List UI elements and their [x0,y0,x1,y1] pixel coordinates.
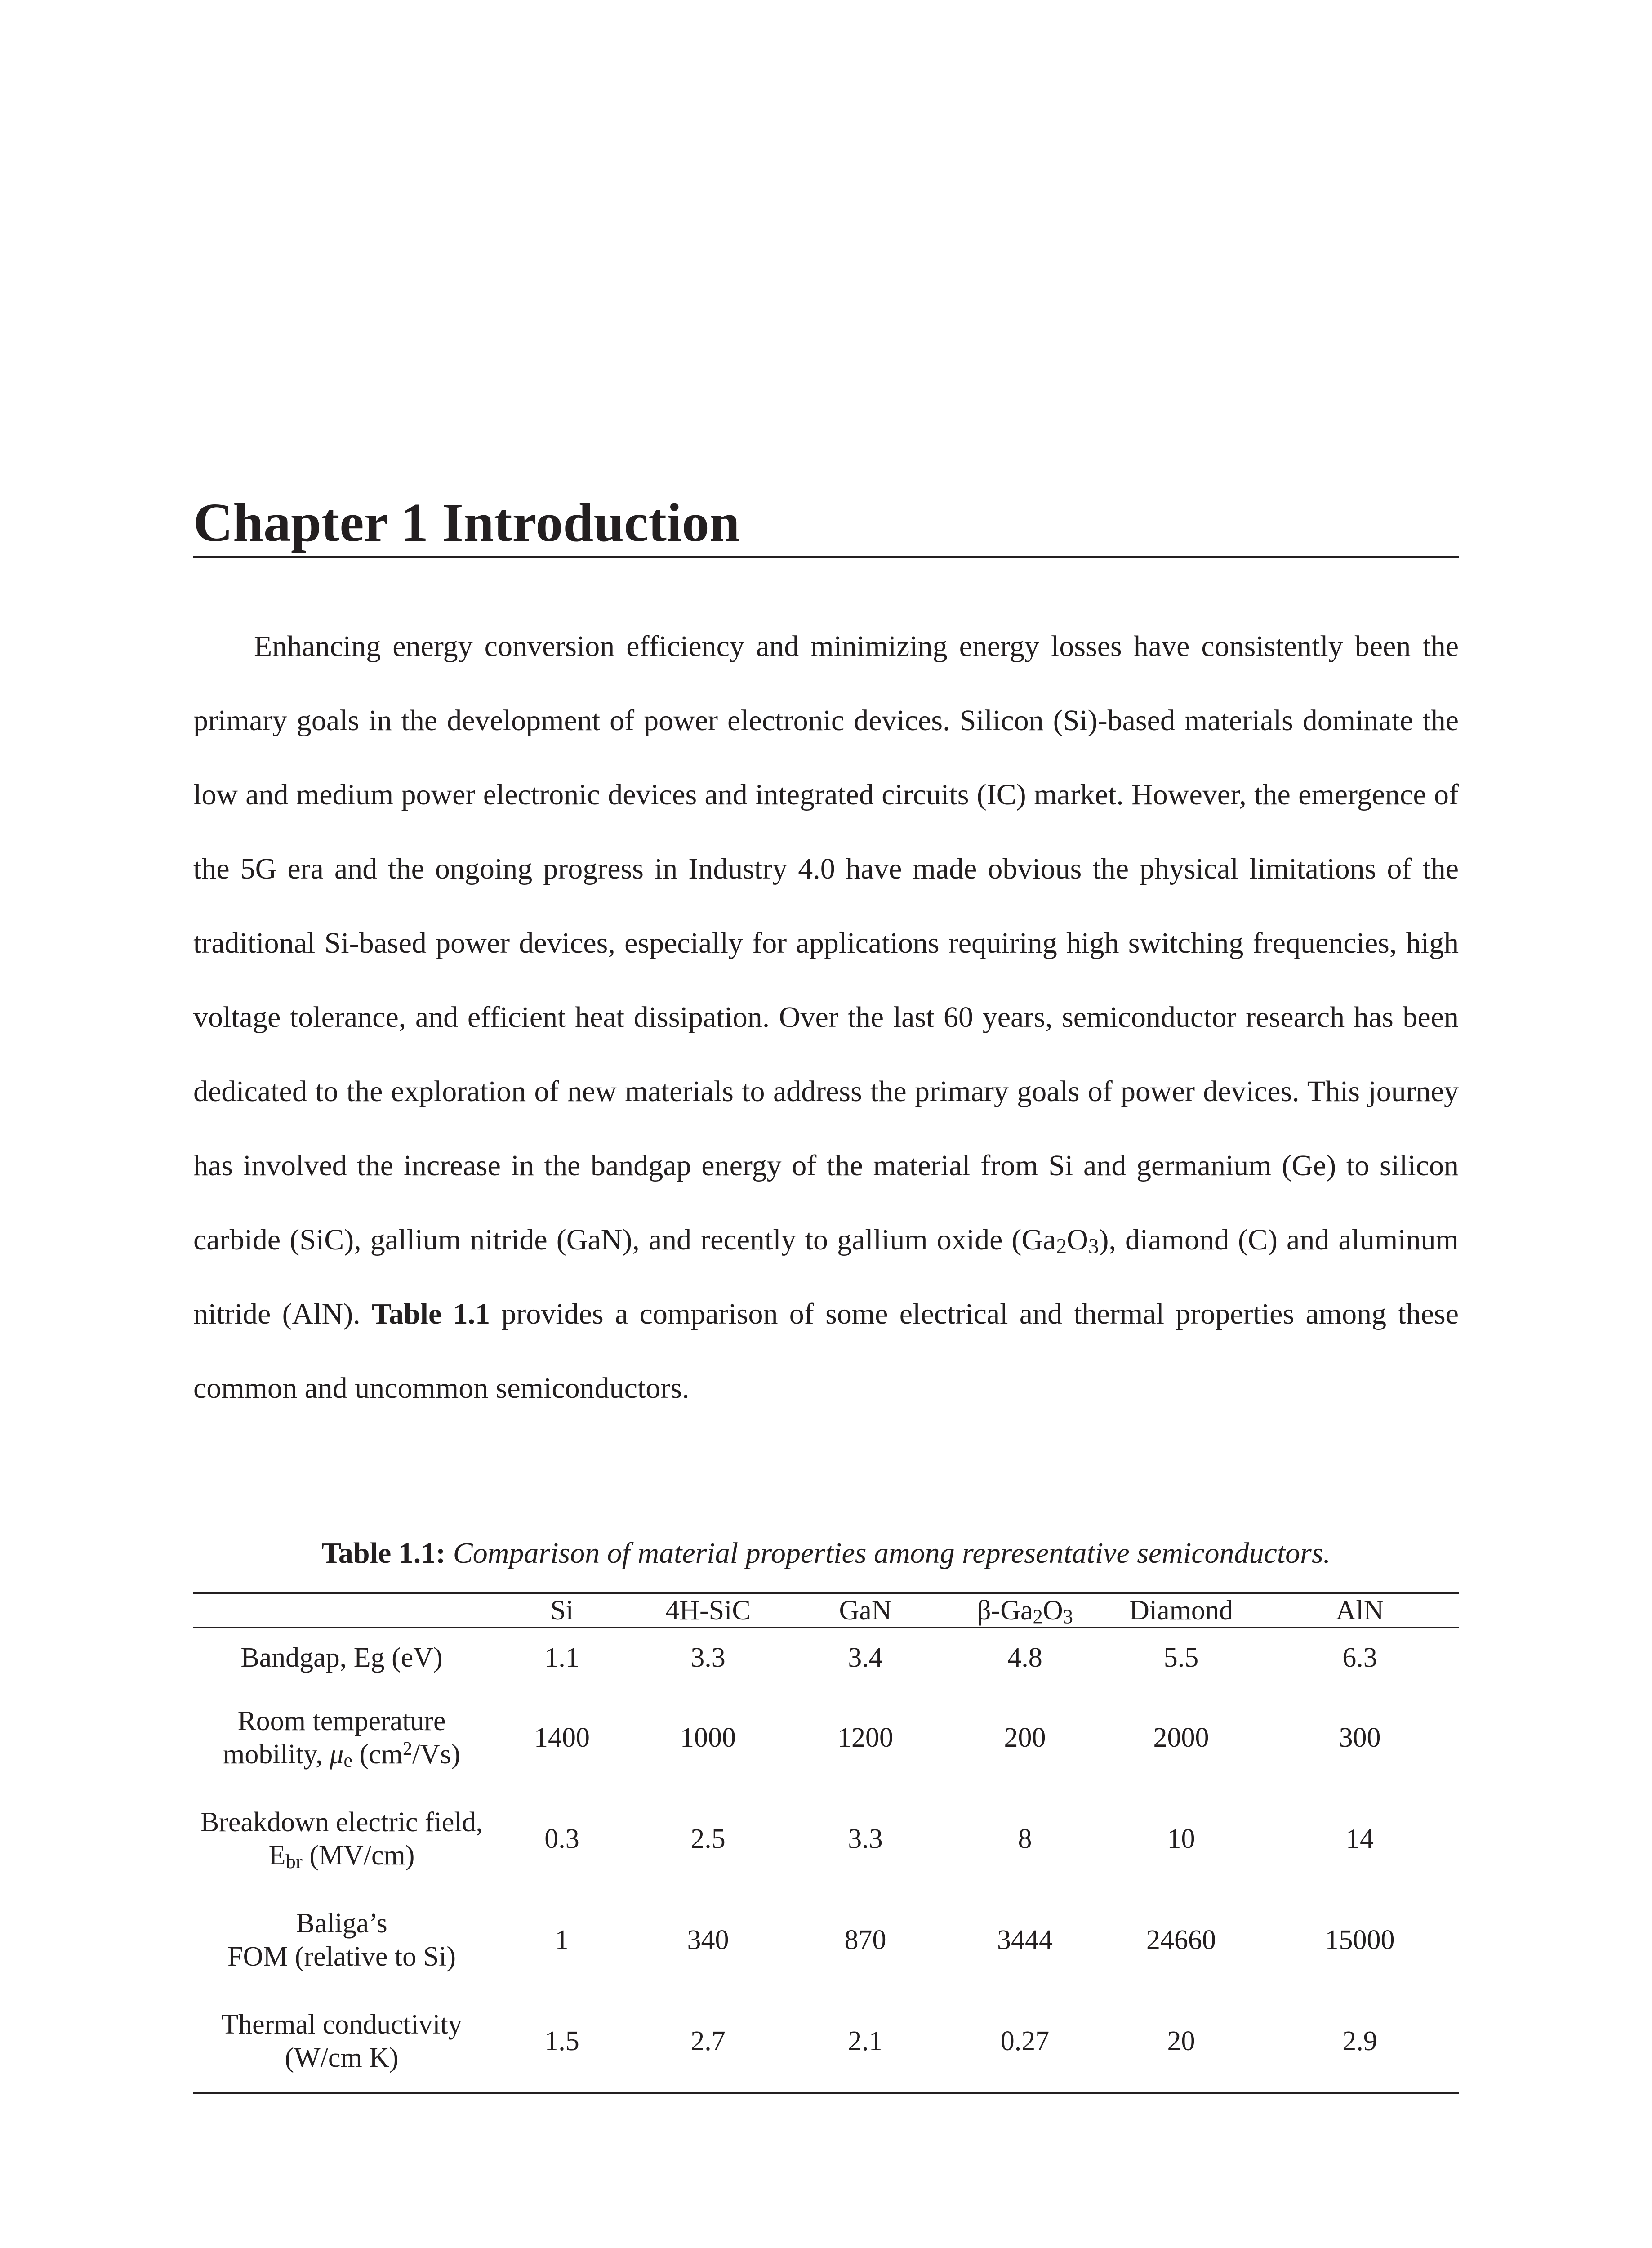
label-text: E [268,1840,286,1871]
subscript-e: e [343,1748,353,1771]
label-text: /Vs) [412,1739,460,1770]
header-cell-gan: GaN [782,1593,948,1628]
row-label [193,1788,490,1889]
table-cell: 0.3 [544,1823,579,1854]
subscript-2: 2 [1056,1235,1067,1258]
row-label: Bandgap, Eg (eV) [240,1642,443,1673]
table-reference: Table 1.1 [372,1298,490,1330]
row-label-line2: (W/cm K) [285,2042,399,2073]
row-label-line2: FOM (relative to Si) [227,1941,456,1972]
subscript-3: 3 [1088,1235,1099,1258]
table-cell: 1200 [837,1722,893,1753]
table-cell: 14 [1346,1823,1374,1854]
row-label [193,1990,490,2093]
table-cell: 1.1 [544,1642,579,1673]
table-header-row [193,1593,1459,1628]
superscript-2: 2 [403,1738,413,1759]
table-row-thermal-conductivity [193,1990,1459,2093]
table-cell: 300 [1339,1722,1381,1753]
material-properties-table [193,1592,1459,2094]
table-cell: 2000 [1153,1722,1209,1753]
header-cell-si: Si [490,1593,634,1628]
table-cell: 870 [844,1924,886,1955]
ga2o3-o: O [1042,1595,1063,1626]
ga2o3-subscript-3: 3 [1063,1605,1073,1628]
table-cell: 3.4 [848,1642,883,1673]
table-cell: 200 [1004,1722,1046,1753]
row-label-line2 [193,1839,490,1872]
header-cell-ga2o3 [948,1593,1101,1628]
table-caption-text: Comparison of material properties among representative semiconductors. [453,1537,1331,1570]
table-cell: 8 [1018,1823,1032,1854]
table-cell: 4.8 [1007,1642,1042,1673]
mu-symbol: μ [330,1739,344,1770]
table-cell: 0.27 [948,1990,1101,2093]
chapter-title: Chapter 1 Introduction [193,492,740,553]
table-caption-label: Table 1.1: [321,1537,446,1570]
row-label [193,1889,490,1990]
table-cell: 2.1 [782,1990,948,2093]
table-cell: 340 [687,1924,729,1955]
table-row-breakdown-field [193,1788,1459,1889]
title-rule [193,556,1459,558]
row-label-line1: Thermal conductivity [221,2009,462,2040]
table-row-baliga-fom [193,1889,1459,1990]
table-row-mobility [193,1687,1459,1788]
header-cell-property [193,1593,490,1628]
table-cell: 24660 [1146,1924,1216,1955]
table-cell: 15000 [1325,1924,1395,1955]
subscript-br: br [285,1850,303,1873]
table-row-bandgap [193,1628,1459,1687]
paragraph-text-part1: Enhancing energy conversion efficiency and minimizing energy losses have consistently been the primary goals in the development of power electronic devices. Silicon (Si)-based materials dominate the low and medium power electronic devices and integrated circuits (IC) market. However, the emergence of the 5G era and the ongoing progress in Industry 4.0 have made obvious the physical limitations of the traditional Si-based power devices, especially for applications requiring high switching frequencies, high voltage tolerance, and efficient heat dissipation. Over the last 60 years, semiconductor research has been dedicated to the exploration of new materials to address the primary goals of power devices. This journey has involved the increase in the bandgap energy of the material from Si and germanium (Ge) to silicon carbide (SiC), gallium nitride (GaN), and recently to gallium oxide (Ga [193,630,1459,1256]
table-cell: 2.7 [634,1990,782,2093]
ga2o3-subscript-2: 2 [1033,1605,1043,1628]
label-text: (MV/cm) [302,1840,415,1871]
row-label-line1: Baliga’s [296,1908,387,1939]
table-caption [193,1531,1459,1576]
label-text: mobility, [223,1739,330,1770]
table-cell: 5.5 [1163,1642,1199,1673]
row-label-line1: Room temperature [237,1705,446,1736]
table-cell: 2.5 [690,1823,726,1854]
ga2o3-prefix: β-Ga [977,1595,1033,1626]
body-paragraph [193,609,1459,1425]
table-cell: 3444 [997,1924,1053,1955]
table-cell: 1.5 [490,1990,634,2093]
table-cell: 6.3 [1342,1642,1377,1673]
paragraph-text-part3: provides a comparison of some electrical and thermal properties among these common and uncommon semiconductors. [193,1298,1459,1405]
table-cell: 1 [555,1924,569,1955]
header-cell-aln: AlN [1261,1593,1459,1628]
table-cell: 3.3 [690,1642,726,1673]
row-label-line2 [193,1738,490,1771]
row-label [193,1687,490,1788]
table-cell: 10 [1167,1823,1195,1854]
table-cell: 20 [1101,1990,1261,2093]
header-cell-4h-sic: 4H-SiC [634,1593,782,1628]
table-cell: 2.9 [1261,1990,1459,2093]
table-cell: 1000 [680,1722,736,1753]
table-cell: 3.3 [848,1823,883,1854]
row-label-line1: Breakdown electric field, [200,1806,483,1838]
paragraph-text-o: O [1067,1223,1088,1256]
table-cell: 1400 [534,1722,590,1753]
header-cell-diamond: Diamond [1101,1593,1261,1628]
paragraph-text-part2: ), diamond (C) and aluminum nitride (AlN). [193,1223,1459,1330]
label-text: (cm [352,1739,403,1770]
